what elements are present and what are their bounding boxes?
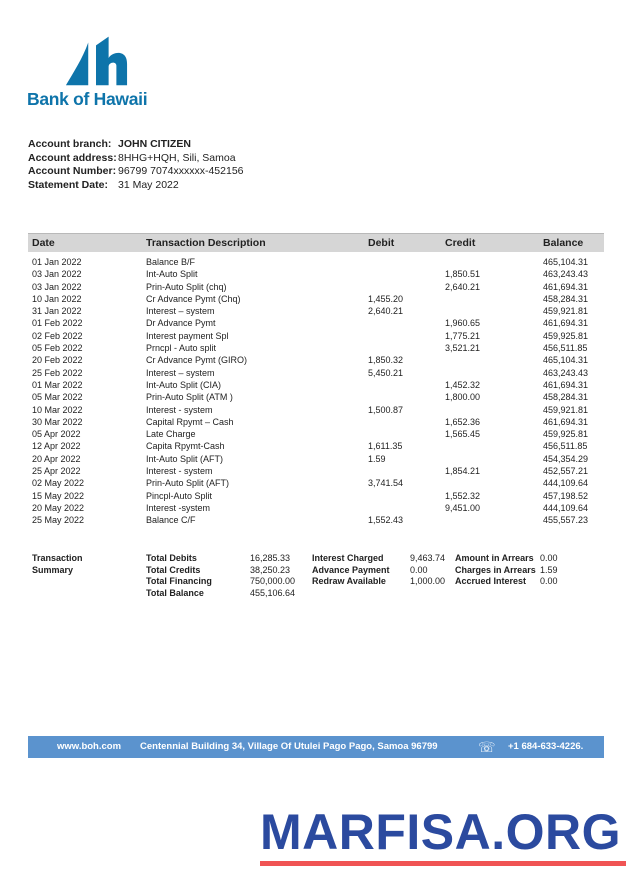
balance-cell: 459,921.81	[543, 306, 589, 317]
account-field-label: Account Number:	[28, 165, 117, 177]
description-cell: Capital Rpymt – Cash	[146, 416, 234, 427]
table-row	[28, 502, 604, 514]
date-cell: 02 May 2022	[32, 478, 85, 489]
summary-label: Total Financing	[146, 576, 212, 587]
date-cell: 01 Feb 2022	[32, 318, 83, 329]
phone-icon: ☏	[478, 739, 496, 755]
credit-cell	[445, 354, 543, 366]
account-field-label: Statement Date:	[28, 178, 108, 191]
summary-label: Total Debits	[146, 553, 197, 563]
date-cell: 12 Apr 2022	[32, 441, 81, 452]
table-row	[28, 440, 604, 452]
date-cell: 15 May 2022	[32, 490, 85, 501]
debit-cell: 1,552.43	[368, 515, 404, 526]
date-cell: 25 Apr 2022	[32, 466, 81, 477]
summary-label	[312, 588, 410, 600]
description-cell: Interest – system	[146, 367, 215, 378]
account-field	[28, 138, 244, 152]
account-field-value: 31 May 2022	[118, 178, 179, 191]
credit-cell: 1,854.21	[445, 466, 481, 477]
date-cell: 05 Feb 2022	[32, 343, 83, 354]
description-cell: Interest - system	[146, 404, 213, 415]
debit-cell: 1,611.35	[368, 441, 403, 452]
credit-cell: 1,552.32	[445, 490, 481, 501]
debit-cell	[368, 490, 445, 502]
table-row	[28, 428, 604, 440]
date-cell: 25 Feb 2022	[32, 367, 83, 378]
summary-label: Redraw Available	[312, 576, 386, 587]
credit-cell	[445, 440, 543, 452]
credit-cell: 3,521.21	[445, 343, 481, 354]
balance-cell: 458,284.31	[543, 293, 589, 304]
account-field	[28, 179, 244, 193]
date-cell: 20 Apr 2022	[32, 453, 81, 464]
account-info	[28, 138, 244, 192]
credit-cell	[445, 514, 543, 526]
table-row	[28, 305, 604, 317]
table-row	[28, 354, 604, 366]
balance-cell: 455,557.23	[543, 515, 589, 526]
date-cell: 03 Jan 2022	[32, 281, 82, 292]
credit-cell: 1,850.51	[445, 269, 481, 280]
debit-cell	[368, 379, 445, 391]
date-cell: 10 Jan 2022	[32, 293, 82, 304]
table-row	[28, 330, 604, 342]
summary-value	[410, 588, 455, 600]
summary-label: Charges in Arrears	[455, 564, 536, 575]
account-field	[28, 152, 244, 166]
table-row	[28, 317, 604, 329]
summary-value: 0.00	[410, 564, 428, 575]
table-row	[28, 490, 604, 502]
account-field-label: Account branch:	[28, 138, 112, 150]
column-header: Transaction Description	[146, 237, 266, 249]
account-field-value: 96799 7074xxxxxx-452156	[118, 165, 244, 177]
date-cell: 05 Mar 2022	[32, 392, 83, 403]
summary-value: 750,000.00	[250, 576, 296, 587]
table-row	[28, 391, 604, 403]
debit-cell	[368, 268, 445, 280]
balance-cell: 461,694.31	[543, 318, 589, 329]
bank-of-hawaii-mark-icon	[63, 30, 129, 88]
balance-cell: 465,104.31	[543, 257, 589, 267]
description-cell: Capita Rpymt-Cash	[146, 441, 225, 452]
summary-heading	[28, 588, 146, 600]
footer-bar	[28, 736, 604, 758]
summary-value: 0.00	[540, 553, 558, 563]
summary-label: Total Credits	[146, 564, 201, 575]
summary-value: 0.00	[540, 576, 558, 587]
table-row	[28, 404, 604, 416]
balance-cell: 444,109.64	[543, 478, 589, 489]
credit-cell	[445, 477, 543, 489]
balance-cell: 459,925.81	[543, 429, 589, 440]
balance-cell: 456,511.85	[543, 441, 588, 452]
summary-heading: Transaction	[32, 553, 83, 563]
credit-cell: 2,640.21	[445, 281, 481, 292]
table-row	[28, 379, 604, 391]
description-cell: Prncpl - Auto split	[146, 343, 217, 354]
description-cell: Balance B/F	[146, 257, 196, 267]
account-field-label: Account address:	[28, 151, 117, 164]
bank-logo	[27, 30, 197, 110]
summary-value: 38,250.23	[250, 564, 291, 575]
debit-cell: 2,640.21	[368, 306, 404, 317]
debit-cell	[368, 465, 445, 477]
footer-address: Centennial Building 34, Village Of Utulei Pago Pago, Samoa 96799	[140, 741, 438, 752]
debit-cell: 5,450.21	[368, 367, 404, 378]
description-cell: Cr Advance Pymt (Chq)	[146, 293, 241, 304]
date-cell: 03 Jan 2022	[32, 269, 82, 280]
summary-label: Total Balance	[146, 587, 204, 598]
balance-cell: 461,694.31	[543, 379, 589, 390]
date-cell: 10 Mar 2022	[32, 404, 83, 415]
summary-value: 1,000.00	[410, 576, 446, 587]
table-row	[28, 256, 604, 268]
table-row	[28, 281, 604, 293]
credit-cell	[445, 256, 543, 268]
balance-cell: 457,198.52	[543, 490, 589, 501]
summary-heading: Summary	[32, 564, 74, 575]
summary-value: 455,106.64	[250, 587, 296, 598]
table-row	[28, 367, 604, 379]
table-header-row	[28, 233, 604, 252]
description-cell: Cr Advance Pymt (GIRO)	[146, 355, 248, 366]
summary-label: Interest Charged	[312, 553, 384, 563]
website-link: www.boh.com	[57, 741, 122, 752]
description-cell: Int-Auto Split (AFT)	[146, 453, 224, 464]
description-cell: Prin-Auto Split (ATM )	[146, 392, 233, 403]
balance-cell: 465,104.31	[543, 355, 589, 366]
transactions-body	[28, 256, 604, 527]
table-row	[28, 342, 604, 354]
debit-cell	[368, 317, 445, 329]
credit-cell	[445, 305, 543, 317]
description-cell: Int-Auto Split	[146, 269, 198, 280]
column-header: Balance	[543, 237, 584, 249]
debit-cell	[368, 281, 445, 293]
column-header: Credit	[445, 237, 476, 249]
credit-cell: 1,960.65	[445, 318, 481, 329]
summary-value: 9,463.74	[410, 553, 446, 563]
summary-value	[540, 588, 604, 600]
balance-cell: 463,243.43	[543, 269, 589, 280]
bank-name: Bank of Hawaii	[27, 89, 148, 109]
table-row	[28, 293, 604, 305]
description-cell: Interest -system	[146, 502, 211, 513]
date-cell: 05 Apr 2022	[32, 429, 81, 440]
credit-cell	[445, 453, 543, 465]
balance-cell: 463,243.43	[543, 367, 589, 378]
description-cell: Interest - system	[146, 466, 213, 477]
summary-heading	[28, 576, 146, 588]
debit-cell	[368, 502, 445, 514]
balance-cell: 444,109.64	[543, 502, 589, 513]
date-cell: 25 May 2022	[32, 515, 85, 526]
balance-cell: 459,921.81	[543, 404, 589, 415]
watermark-underline	[260, 861, 626, 866]
debit-cell: 1.59	[368, 453, 386, 464]
account-field-value: 8HHG+HQH, Sili, Samoa	[118, 151, 236, 164]
credit-cell: 1,565.45	[445, 429, 481, 440]
date-cell: 02 Feb 2022	[32, 330, 83, 341]
column-header: Date	[32, 237, 55, 249]
balance-cell: 456,511.85	[543, 343, 588, 354]
date-cell: 01 Mar 2022	[32, 379, 83, 390]
date-cell: 01 Jan 2022	[32, 257, 82, 267]
description-cell: Pincpl-Auto Split	[146, 490, 213, 501]
credit-cell: 1,775.21	[445, 330, 481, 341]
balance-cell: 461,694.31	[543, 281, 589, 292]
table-row	[28, 465, 604, 477]
table-row	[28, 514, 604, 526]
description-cell: Prin-Auto Split (chq)	[146, 281, 227, 292]
debit-cell	[368, 428, 445, 440]
transactions-table	[28, 233, 604, 527]
credit-cell: 1,800.00	[445, 392, 481, 403]
debit-cell: 1,455.20	[368, 293, 404, 304]
debit-cell: 1,500.87	[368, 404, 404, 415]
credit-cell: 1,452.32	[445, 379, 481, 390]
date-cell: 20 May 2022	[32, 502, 85, 513]
account-field-value: JOHN CITIZEN	[118, 138, 191, 150]
date-cell: 20 Feb 2022	[32, 355, 83, 366]
date-cell: 30 Mar 2022	[32, 416, 83, 427]
date-cell: 31 Jan 2022	[32, 306, 82, 317]
table-row	[28, 416, 604, 428]
description-cell: Balance C/F	[146, 515, 196, 526]
debit-cell	[368, 416, 445, 428]
description-cell: Interest payment Spl	[146, 330, 229, 341]
debit-cell	[368, 256, 445, 268]
column-header: Debit	[368, 237, 395, 249]
summary-value: 16,285.33	[250, 553, 291, 563]
phone-number: +1 684-633-4226.	[508, 741, 584, 752]
summary-label	[455, 588, 540, 600]
description-cell: Prin-Auto Split (AFT)	[146, 478, 230, 489]
debit-cell: 3,741.54	[368, 478, 404, 489]
description-cell: Int-Auto Split (CIA)	[146, 379, 222, 390]
summary-label: Amount in Arrears	[455, 553, 534, 563]
summary-value: 1.59	[540, 564, 558, 575]
balance-cell: 454,354.29	[543, 453, 589, 464]
description-cell: Interest – system	[146, 306, 215, 317]
description-cell: Late Charge	[146, 429, 196, 440]
watermark	[260, 806, 626, 866]
balance-cell: 461,694.31	[543, 416, 589, 427]
balance-cell: 459,925.81	[543, 330, 589, 341]
debit-cell: 1,850.32	[368, 355, 404, 366]
summary-label: Accrued Interest	[455, 576, 527, 587]
debit-cell	[368, 391, 445, 403]
debit-cell	[368, 342, 445, 354]
credit-cell	[445, 293, 543, 305]
credit-cell	[445, 367, 543, 379]
summary-label: Advance Payment	[312, 564, 390, 575]
table-row	[28, 477, 604, 489]
balance-cell: 452,557.21	[543, 466, 589, 477]
credit-cell: 9,451.00	[445, 502, 481, 513]
table-row	[28, 453, 604, 465]
debit-cell	[368, 330, 445, 342]
watermark-text: MARFISA.ORG	[260, 804, 622, 860]
table-row	[28, 268, 604, 280]
transaction-summary	[28, 553, 604, 599]
description-cell: Dr Advance Pymt	[146, 318, 216, 329]
credit-cell: 1,652.36	[445, 416, 481, 427]
balance-cell: 458,284.31	[543, 392, 589, 403]
credit-cell	[445, 404, 543, 416]
account-field	[28, 165, 244, 179]
